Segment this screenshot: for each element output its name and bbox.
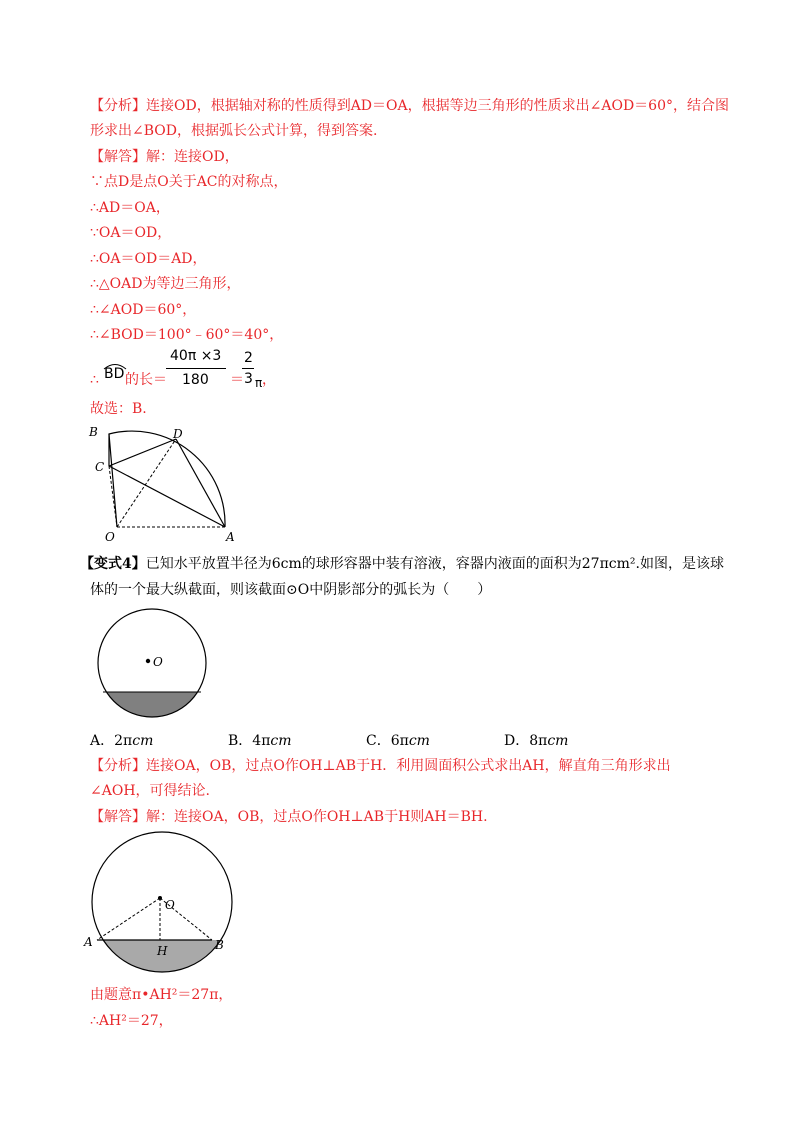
sphere-section-figure <box>90 608 215 723</box>
solution-center-point <box>158 896 162 900</box>
label-d: D <box>173 427 183 441</box>
step-3: ∵OA＝OD， <box>90 225 172 241</box>
option-a-value: 2π <box>114 733 133 749</box>
center-label: O <box>153 655 163 669</box>
option-a-letter: A． <box>90 733 115 749</box>
solution-circle-figure <box>82 830 237 978</box>
label-b: B <box>215 938 224 952</box>
option-d-unit: cm <box>547 733 569 749</box>
fraction-denominator: 180 <box>182 372 209 388</box>
step-1: ∵点D是点O关于AC的对称点， <box>90 174 288 190</box>
arc-hat-icon <box>103 360 127 370</box>
label-o: O <box>105 530 115 544</box>
sector-figure <box>85 420 245 545</box>
fraction2-denominator: 3 <box>244 371 253 387</box>
pi-symbol: π <box>255 376 263 390</box>
fraction2-numerator: 2 <box>244 350 253 366</box>
answer-1-head: 【解答】解：连接OD， <box>90 149 239 165</box>
option-c[interactable] <box>366 730 430 750</box>
step-5: ∴△OAD为等边三角形， <box>90 276 241 292</box>
label-h: H <box>157 944 168 958</box>
step-2: ∴AD＝OA， <box>90 200 170 216</box>
liquid-shaded-region <box>90 692 215 723</box>
fraction-numerator: 40π ×3 <box>170 348 222 364</box>
option-b-unit: cm <box>270 733 292 749</box>
derivation-line-2: ∴AH²＝27， <box>90 1013 173 1029</box>
step-4: ∴OA＝OD＝AD， <box>90 251 207 267</box>
option-d-letter: D． <box>504 733 530 749</box>
label-a: A <box>226 530 235 544</box>
arc-name: BD <box>104 366 125 382</box>
option-b[interactable] <box>228 730 292 750</box>
center-point <box>146 659 150 663</box>
choose-answer: 故选：B. <box>90 401 147 417</box>
variant4-label: 【变式4】 <box>80 556 146 572</box>
step-6: ∴∠AOD＝60°， <box>90 302 197 318</box>
arc-suffix: 的长＝ <box>125 372 167 388</box>
option-a[interactable] <box>90 730 153 750</box>
fraction2-bar <box>242 368 254 369</box>
derivation-line-1: 由题意π•AH²＝27π， <box>90 987 233 1003</box>
analysis-1-line-1: 【分析】连接OD，根据轴对称的性质得到AD＝OA，根据等边三角形的性质求出∠AOD＝60°，结合图 <box>90 98 729 114</box>
equals-sign: ＝ <box>230 372 244 388</box>
analysis-1-line-2: 形求出∠BOD，根据弧长公式计算，得到答案. <box>90 123 378 139</box>
segment-cd <box>109 439 176 466</box>
variant4-line-1 <box>80 554 724 574</box>
step-7: ∴∠BOD＝100°﹣60°＝40°， <box>90 327 284 343</box>
analysis-2-line-1: 【分析】连接OA，OB，过点O作OH⊥AB于H．利用圆面积公式求出AH，解直角三角形求出 <box>90 758 671 774</box>
segment-od <box>117 439 176 527</box>
label-o: O <box>165 898 175 912</box>
label-c: C <box>95 460 105 474</box>
option-d[interactable] <box>504 730 568 750</box>
variant4-text-1: 已知水平放置半径为6cm的球形容器中装有溶液，容器内液面的面积为27πcm².如图，是该球 <box>145 556 724 572</box>
label-b: B <box>89 425 98 439</box>
option-a-unit: cm <box>132 733 154 749</box>
formula-end: ， <box>262 372 276 388</box>
answer-2-head: 【解答】解：连接OA，OB，过点O作OH⊥AB于H则AH＝BH. <box>90 809 488 825</box>
option-c-unit: cm <box>408 733 430 749</box>
option-d-value: 8π <box>529 733 548 749</box>
option-c-value: 6π <box>390 733 409 749</box>
option-b-letter: B． <box>228 733 253 749</box>
option-b-value: 4π <box>252 733 271 749</box>
label-a: A <box>84 935 93 949</box>
analysis-2-line-2: ∠AOH，可得结论. <box>90 783 210 799</box>
option-c-letter: C． <box>366 733 391 749</box>
fraction-bar <box>166 368 226 369</box>
segment-oa <box>97 898 160 940</box>
arc-prefix: ∴ <box>90 372 99 388</box>
variant4-line-2: 体的一个最大纵截面，则该截面⊙O中阴影部分的弧长为（ ） <box>90 582 492 598</box>
